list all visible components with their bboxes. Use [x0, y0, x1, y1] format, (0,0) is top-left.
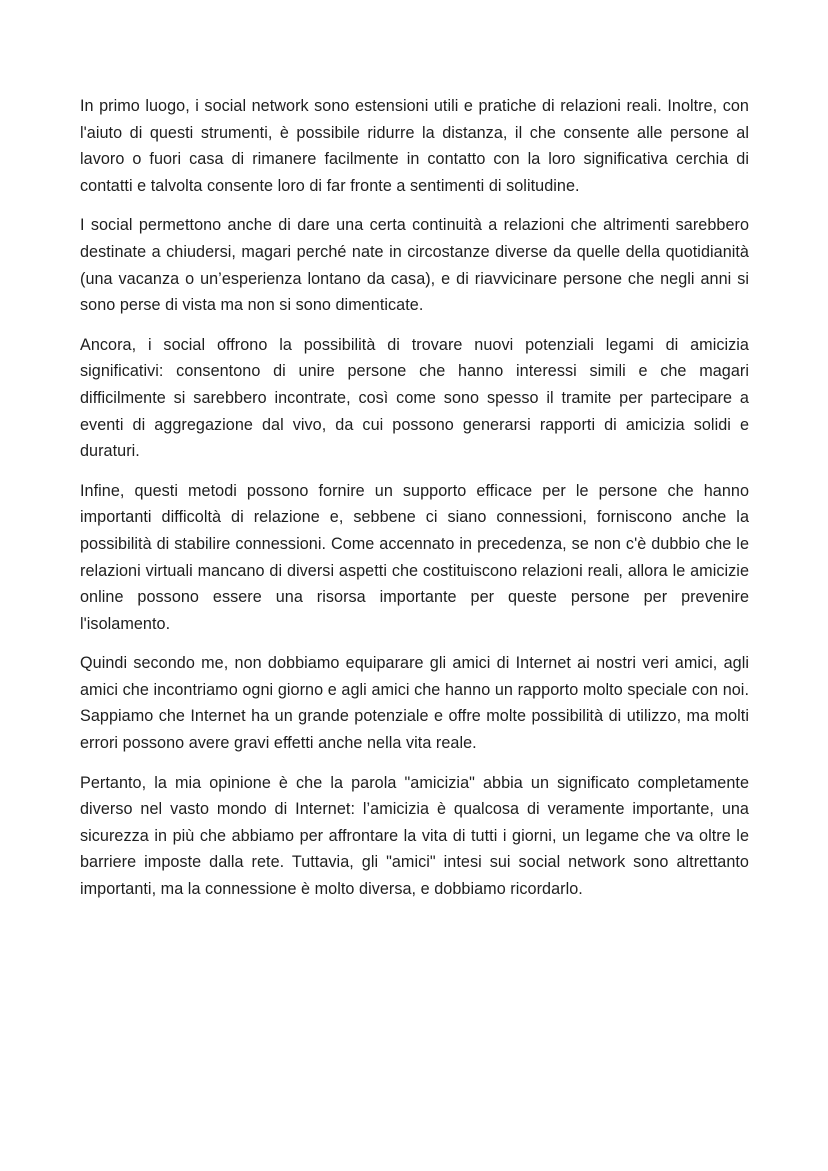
- paragraph-3: Ancora, i social offrono la possibilità di trovare nuovi potenziali legami di amicizia significativi: consentono di unire persone che hanno interessi simili e che magari difficilmente si sarebbero incontrate, così come sono spesso il tramite per partecipare a eventi di aggregazione dal vivo, da cui possono generarsi rapporti di amicizia solidi e duraturi.: [80, 335, 749, 461]
- document-body: [80, 93, 749, 916]
- paragraph-2: I social permettono anche di dare una certa continuità a relazioni che altrimenti sarebbero destinate a chiudersi, magari perché nate in circostanze diverse da quelle della quotidianità (una vacanza o un’esperienza lontano da casa), e di riavvicinare persone che negli anni si sono perse di vista ma non si sono dimenticate.: [80, 216, 749, 315]
- paragraph-4: Infine, questi metodi possono fornire un supporto efficace per le persone che hanno importanti difficoltà di relazione e, sebbene ci siano connessioni, forniscono anche la possibilità di stabilire connessioni. Come accennato in precedenza, se non c'è dubbio che le relazioni virtuali mancano di diversi aspetti che costituiscono relazioni reali, allora le amicizie online possono essere una risorsa importante per queste persone per prevenire l'isolamento.: [80, 481, 749, 633]
- paragraph-1: In primo luogo, i social network sono estensioni utili e pratiche di relazioni reali. Inoltre, con l'aiuto di questi strumenti, è possibile ridurre la distanza, il che consente alle persone al lavoro o fuori casa di rimanere facilmente in contatto con la loro significativa cerchia di contatti e talvolta consente loro di far fronte a sentimenti di solitudine.: [80, 97, 749, 195]
- paragraph-5: Quindi secondo me, non dobbiamo equiparare gli amici di Internet ai nostri veri amici, agli amici che incontriamo ogni giorno e agli amici che hanno un rapporto molto speciale con noi. Sappiamo che Internet ha un grande potenziale e offre molte possibilità di utilizzo, ma molti errori possono avere gravi effetti anche nella vita reale.: [80, 654, 749, 753]
- paragraph-6: Pertanto, la mia opinione è che la parola "amicizia" abbia un significato completamente diverso nel vasto mondo di Internet: l’amicizia è qualcosa di veramente importante, una sicurezza in più che abbiamo per affrontare la vita di tutti i giorni, un legame che va oltre le barriere imposte dalla rete. Tuttavia, gli "amici" intesi sui social network sono altrettanto importanti, ma la connessione è molto diversa, e dobbiamo ricordarlo.: [80, 773, 749, 899]
